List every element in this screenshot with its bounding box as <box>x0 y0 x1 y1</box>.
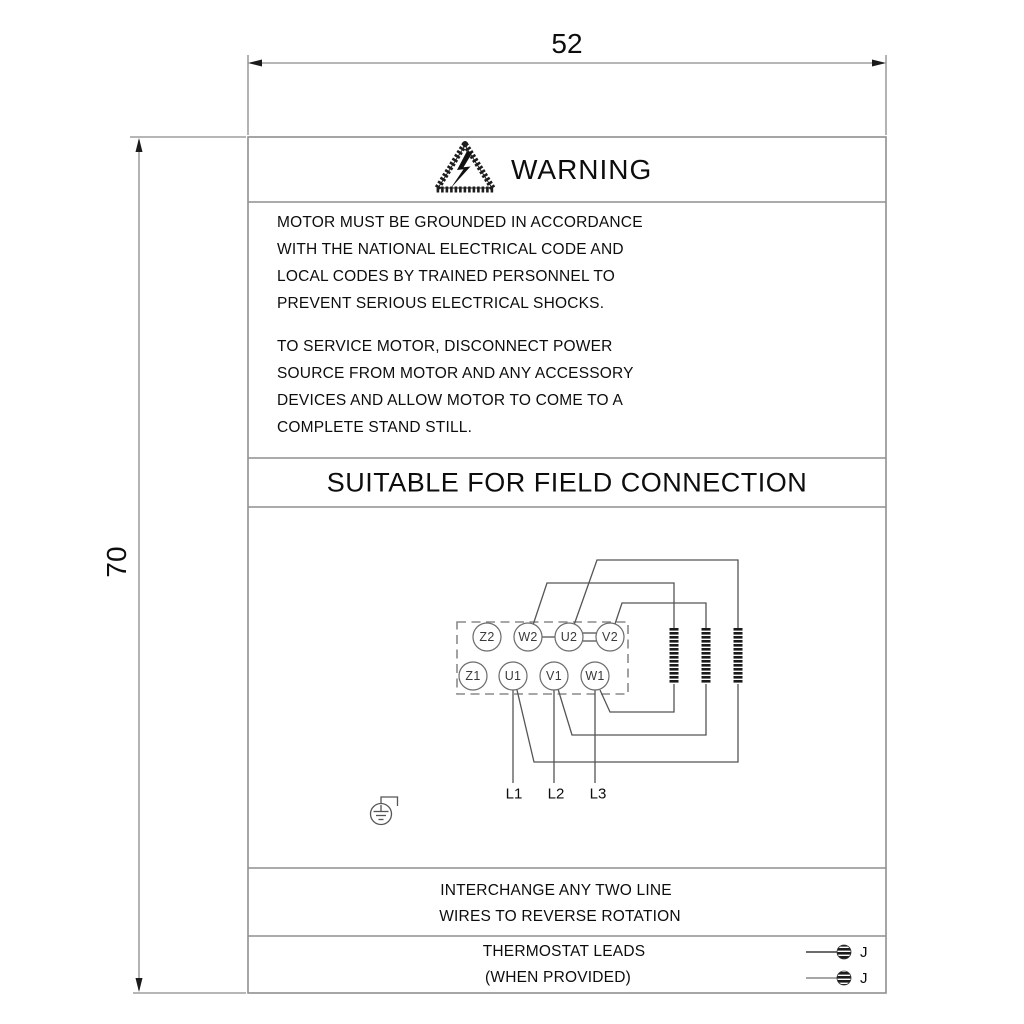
width-dimension-lines <box>248 55 886 135</box>
terminal-u2: U2 <box>560 630 578 644</box>
line-label-l1: L1 <box>505 785 523 803</box>
warning-p2-line4: COMPLETE STAND STILL. <box>277 419 473 436</box>
height-dimension-lines <box>130 137 246 993</box>
thermostat-lead-label-1: J <box>860 944 868 961</box>
winding-coil-2 <box>702 628 711 684</box>
width-dimension-value: 52 <box>551 28 583 59</box>
terminal-z1: Z1 <box>465 669 481 683</box>
dim-arrow-up-icon <box>136 138 143 152</box>
line-label-l2: L2 <box>547 785 565 803</box>
terminal-w1: W1 <box>585 669 605 683</box>
rotation-note-line2: WIRES TO REVERSE ROTATION <box>439 908 681 925</box>
line-label-l3: L3 <box>589 785 607 803</box>
terminal-v1: V1 <box>546 669 562 683</box>
warning-p1-line1: MOTOR MUST BE GROUNDED IN ACCORDANCE <box>277 214 643 231</box>
dim-arrow-left-icon <box>248 60 262 67</box>
thermostat-lead-label-2: J <box>860 970 868 987</box>
terminal-u1: U1 <box>504 669 522 683</box>
height-dimension-value: 70 <box>101 546 132 578</box>
field-connection-banner: SUITABLE FOR FIELD CONNECTION <box>326 467 808 498</box>
thermostat-lead-dot-1 <box>837 945 851 959</box>
thermostat-lead-symbols <box>806 945 851 985</box>
warning-paragraph-2 <box>277 333 634 441</box>
dim-arrow-down-icon <box>136 978 143 992</box>
warning-paragraph-1 <box>277 209 643 317</box>
protective-earth-ground-icon <box>371 797 398 825</box>
warning-p2-line3: DEVICES AND ALLOW MOTOR TO COME TO A <box>277 392 623 409</box>
winding-coil-3 <box>734 628 743 684</box>
dim-arrow-right-icon <box>872 60 886 67</box>
winding-coil-1 <box>670 628 679 684</box>
thermostat-note-line1: THERMOSTAT LEADS <box>482 943 646 960</box>
thermostat-lead-dot-2 <box>837 971 851 985</box>
terminal-w2: W2 <box>518 630 538 644</box>
warning-p2-line1: TO SERVICE MOTOR, DISCONNECT POWER <box>277 338 613 355</box>
warning-title: WARNING <box>511 154 653 185</box>
warning-p2-line2: SOURCE FROM MOTOR AND ANY ACCESSORY <box>277 365 634 382</box>
motor-windings <box>670 628 743 684</box>
warning-p1-line3: LOCAL CODES BY TRAINED PERSONNEL TO <box>277 268 616 285</box>
thermostat-note-line2: (WHEN PROVIDED) <box>485 969 631 986</box>
lightning-bolt-icon <box>451 151 473 189</box>
rotation-note-line1: INTERCHANGE ANY TWO LINE <box>440 882 672 899</box>
warning-p1-line2: WITH THE NATIONAL ELECTRICAL CODE AND <box>277 241 624 258</box>
warning-p1-line4: PREVENT SERIOUS ELECTRICAL SHOCKS. <box>277 295 605 312</box>
high-voltage-warning-triangle-icon <box>437 144 494 190</box>
terminal-v2: V2 <box>602 630 618 644</box>
terminal-z2: Z2 <box>479 630 495 644</box>
